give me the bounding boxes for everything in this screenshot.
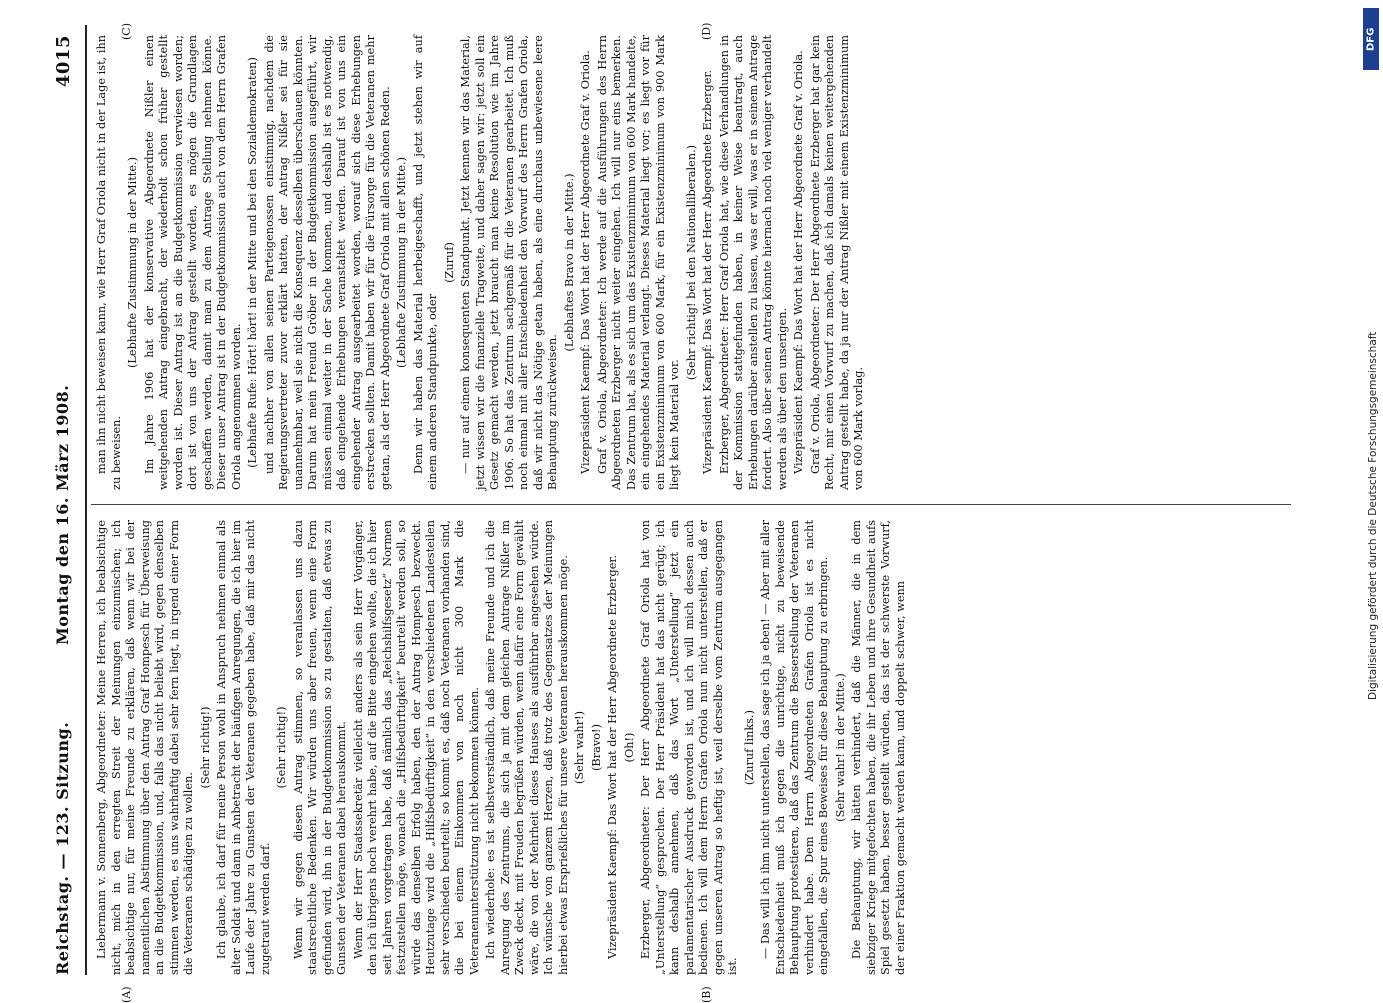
right-column — [95, 35, 869, 490]
paragraph: (Lebhaftes Bravo in der Mitte.) — [562, 173, 576, 352]
page-number: 4015 — [53, 35, 74, 88]
paragraph: Wenn wir gegen diesen Antrag stimmen, so veranlassen uns dazu staatsrechtliche Bedenken. Wir würden uns aber freuen, wenn eine Form gefunden wird, ihn in der Budgetkommission so zu gestalten, daß etwas zu Gunsten der Veteranen dabei herauskommt. — [291, 520, 348, 975]
paragraph: (Oh!) — [622, 732, 636, 763]
paragraph: Vizepräsident Kaempf: Das Wort hat der Herr Abgeordnete Erzberger. — [701, 69, 714, 474]
paragraph: Ich wiederhole: es ist selbstverständlich, daß meine Freunde und ich die Anregung des Zentrums, die sich ja mit dem gleichen Antrage Nißler im Zweck deckt, mit Freuden begrüßen würden, wenn dafür eine Form gewählt wäre, die von der Mehrheit dieses Hauses als ausführbar angesehen würde. Ich wünsche von ganzem Herzen, daß trotz des Gegensatzes der Meinungen hierbei etwas Ersprießliches für unsere Veteranen herauskommen möge. — [484, 520, 570, 975]
page-header — [45, 25, 85, 975]
header-date: Montag den 16. März 1908. — [53, 384, 72, 645]
paragraph: (Lebhafte Zustimmung in der Mitte.) — [126, 156, 139, 369]
marker-c: (C) — [120, 23, 133, 40]
paragraph: Im Jahre 1906 hat der konservative Abgeordnete Nißler einen weitgehenden Antrag eingebracht, der wiederholt schon früher gestellt worden ist. Dieser Antrag ist an die Budgetkommission verwiesen worden; dort ist von uns der Antrag gestellt worden, es mögen die Grundlagen geschaffen werden, damit man zu dem Antrage Stellung nehmen könne. Dieser unser Antrag ist in der Budgetkommission auch von dem Herrn Grafen Oriola angenommen worden. — [142, 35, 243, 490]
paragraph: Erzberger, Abgeordneter: Herr Graf Oriola hat, wie diese Verhandlungen in der Kommission stattgefunden haben, in keiner Weise beantragt, auch Erhebungen darüber anstellen zu lassen, was er will, was er in seinem Antrage fordert. Also über seinen Antrag könnte hiernach noch viel weniger verhandelt werden als über den unserigen. — [717, 35, 789, 490]
marker-a: (A) — [120, 986, 133, 1003]
paragraph: (Sehr richtig!) — [198, 706, 212, 789]
paragraph: Graf v. Oriola, Abgeordneter: Ich werde auf die Ausführungen des Herrn Abgeordneten Erzberger nicht weiter eingehen. Ich will nur eins bemerken. Das Zentrum hat, als es sich um das Existenzminimum von 600 Mark handelte, ein eingehendes Material verlangt. Dieses Material liegt vor; es liegt vor für ein Existenzminimum von 600 Mark, für ein Existenzminimum von 900 Mark liegt kein Material vor. — [595, 35, 681, 490]
paragraph: Erzberger, Abgeordneter: Der Herr Abgeordnete Graf Oriola hat von „Unterstellung“ gesprochen. Der Herr Präsident hat das nicht gerügt; ich kann deshalb annehmen, daß das Wort „Unterstellung“ jetzt ein parlamentarischer Ausdruck geworden ist, und ich will mich dessen auch bedienen. Ich will dem Herrn Grafen Oriola nun nicht unterstellen, daß er gegen unseren Antrag so heftig ist, weil derselbe vom Zentrum ausgegangen ist. — [639, 520, 739, 975]
paragraph: (Sehr richtig!) — [275, 706, 288, 789]
paragraph: Liebermann v. Sonnenberg, Abgeordneter: Meine Herren, ich beabsichtige nicht, mich in den erregten Streit der Meinungen einzumischen; ich beabsichtige nur, für meine Freunde zu erklären, daß wenn wir bei der namentlichen Abstimmung über den Antrag Graf Hompesch für Überweisung an die Budgetkommission, und, falls das nicht beliebt wird, gegen denselben stimmen werden, es uns wahrhaftig dabei sehr fern liegt, in irgend einer Form die Veteranen schädigen zu wollen. — [95, 520, 195, 975]
digitization-credit: Digitalisierung gefördert durch die Deutsche Forschungsgemeinschaft — [1367, 331, 1379, 700]
header-left: Reichstag. — 123. Sitzung. — [53, 721, 72, 975]
marker-b: (B) — [700, 986, 713, 1003]
header-rule — [85, 25, 87, 975]
paragraph: (Sehr richtig! bei den Nationalliberalen.) — [684, 144, 698, 381]
paragraph: (Zuruf links.) — [742, 709, 756, 786]
paragraph: Vizepräsident Kaempf: Das Wort hat der Herr Abgeordnete Erzberger. — [606, 554, 619, 959]
paragraph: Denn wir haben das Material herbeigeschafft, und jetzt stehen wir auf einem anderen Standpunkte, oder — [411, 35, 439, 490]
paragraph: — Das will ich ihm nicht unterstellen, das sage ich ja eben! — Aber mit aller Entschiedenheit muß ich gegen die unrichtige, nicht zu beweisende Behauptung protestieren, daß das Zentrum die Besserstellung der Veteranen verhindert habe. Dem Herrn Abgeordneten Grafen Oriola ist es nicht eingefallen, die Spur eines Beweises für diese Behauptung zu erbringen. — [759, 520, 830, 975]
paragraph: (Lebhafte Zustimmung in der Mitte.) — [395, 156, 408, 369]
column-divider — [91, 504, 1291, 505]
paragraph: (Bravo!) — [589, 724, 603, 771]
rotated-page — [45, 22, 1335, 1003]
paragraph: (Lebhafte Rufe: Hört! hört! in der Mitte und bei den Sozialdemokraten) — [246, 57, 259, 468]
paragraph: und nachher von allen seinen Parteigenossen einstimmig, nachdem die Regierungsvertreter zuvor erklärt hatten, der Antrag Nißler sei für sie unannehmbar, weil sie nicht die Konsequenz desselben überschauen könnten. Darum hat mein Freund Gröber in der Budgetkommission ausgeführt, wir müssen einmal weiter in der Sache kommen, und deshalb ist es notwendig, daß eingehende Erhebungen veranstaltet werden. Darauf ist von uns ein eingehender Antrag ausgearbeitet worden, worauf sich diese Erhebungen erstrecken sollten. Damit haben wir für die Fürsorge für die Veteranen mehr getan, als der Herr Abgeordnete Graf Oriola mit allen schönen Reden. — [262, 35, 392, 490]
paragraph: (Sehr wahr!) — [573, 710, 586, 785]
dfg-logo: DFG — [1363, 8, 1379, 70]
paragraph: (Sehr wahr! in der Mitte.) — [833, 673, 847, 822]
paragraph: (Zuruf) — [442, 242, 456, 283]
left-column — [95, 520, 910, 975]
paragraph: Wenn der Herr Staatssekretär vielleicht anders als sein Herr Vorgänger, den ich übrigens hoch verehrt habe, auf die Bitte eingehen wollte, die ich hier seit Jahren vorgetragen habe, daß nämlich das „Reichshilfsgesetz“ Normen festzustellen möge, wonach die „Hilfsbedürftigkeit“ beurteilt werden soll, so würde das denselben Erfolg haben, den der Antrag Hompesch bezweckt. Heutzutage wird die „Hilfsbedürftigkeit“ in den verschiedenen Landesteilen sehr verschieden beurteilt; so kommt es, daß noch Veteranen vorhanden sind, die bei einem Einkommen von noch nicht 300 Mark die Veteranenunterstützung nicht bekommen können. — [351, 520, 481, 975]
paragraph: Vizepräsident Kaempf: Das Wort hat der Herr Abgeordnete Graf v. Oriola. — [579, 50, 592, 474]
marker-d: (D) — [700, 22, 713, 40]
paragraph: man ihn nicht beweisen kann, wie Herr Graf Oriola nicht in der Lage ist, ihn zu beweisen. — [95, 35, 123, 490]
paragraph: Ich glaube, ich darf für meine Person wohl in Anspruch nehmen einmal als alter Soldat und dann in Anbetracht der häufigen Anregungen, die ich hier im Laufe der Jahre zu Gunsten der Veteranen gegeben habe, daß mir das nicht zugetraut werden darf. — [215, 520, 272, 975]
paragraph: Die Behauptung, wir hätten verhindert, daß die Männer, die in dem siebziger Kriege mitgefochten haben, die ihr Leben und ihre Gesundheit aufs Spiel gesetzt haben, besser gestellt würden, das ist der schwerste Vorwurf, der einer Fraktion gemacht werden kann, und doppelt schwer, wenn — [850, 520, 907, 975]
paragraph: Graf v. Oriola, Abgeordneter: Der Herr Abgeordnete Erzberger hat gar kein Recht, mir einen Vorwurf zu machen, daß ich damals keinen weitergehenden Antrag gestellt habe, da ja nur der Antrag Nißler mit einem Existenzminimum von 600 Mark vorlag. — [808, 35, 865, 490]
paragraph: — nur auf einem konsequenten Standpunkt. Jetzt kennen wir das Material, jetzt wissen wir die finanzielle Tragweite, und daher sagen wir: jetzt soll ein Gesetz gemacht werden, jetzt braucht man keine Resolution wie im Jahre 1906. So hat das Zentrum sachgemäß für die Veteranen gearbeitet. Ich muß noch einmal mit aller Entschiedenheit den Vorwurf des Herrn Grafen Oriola, daß wir nicht das Nötige getan haben, als eine durchaus unbewiesene leere Behauptung zurückweisen. — [459, 35, 559, 490]
paragraph: Vizepräsident Kaempf: Das Wort hat der Herr Abgeordnete Graf v. Oriola. — [792, 50, 805, 474]
